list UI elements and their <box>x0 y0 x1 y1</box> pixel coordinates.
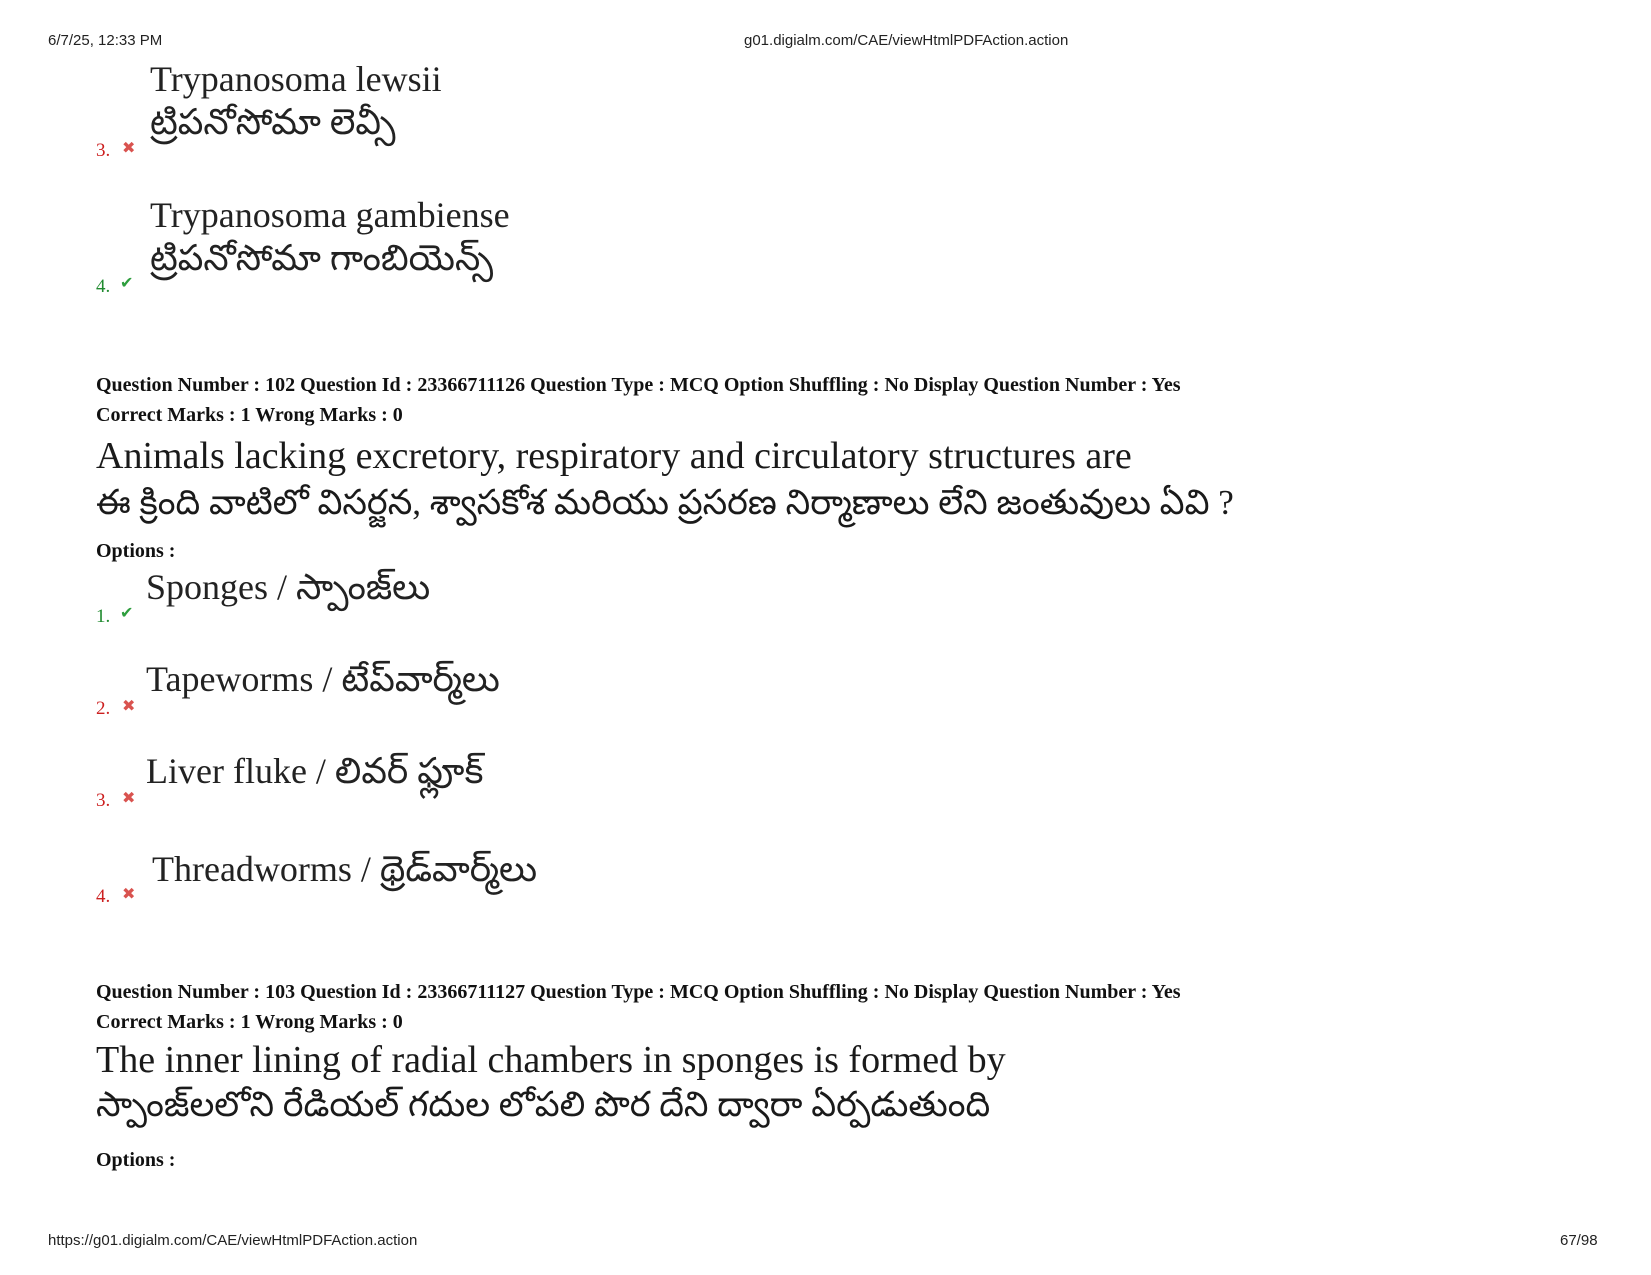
option-text-english: Trypanosoma lewsii <box>150 59 442 99</box>
option-number: 4. <box>96 886 111 907</box>
cross-icon: ✖ <box>122 696 136 715</box>
option-number: 2. <box>96 698 111 719</box>
print-url-footer: https://g01.digialm.com/CAE/viewHtmlPDFAction.action <box>48 1232 418 1249</box>
option-text: Liver fluke / లివర్ ఫ్లూక్ <box>146 751 484 791</box>
q102-text-telugu: ఈ క్రింది వాటిలో విసర్జన, శ్వాసకోశ మరియు ప్రసరణ నిర్మాణాలు లేని జంతువులు ఏవి ? <box>96 483 1234 522</box>
q102-text-english: Animals lacking excretory, respiratory and circulatory structures are <box>96 435 1132 477</box>
option-number: 1. <box>96 606 111 627</box>
option-text-telugu: ట్రిపనోసోమా గాంబియెన్స్ <box>150 238 494 279</box>
cross-icon: ✖ <box>122 884 136 903</box>
q102-meta-line1: Question Number : 102 Question Id : 23366711126 Question Type : MCQ Option Shuffling : No Display Question Number : Yes <box>96 374 1181 396</box>
cross-icon: ✖ <box>122 788 136 807</box>
page-number: 67/98 <box>1560 1232 1598 1249</box>
option-text: Tapeworms / టేప్‌వార్మ్‌లు <box>146 659 500 699</box>
option-text: Sponges / స్పాంజ్‌లు <box>146 567 431 607</box>
option-text-english: Trypanosoma gambiense <box>150 195 510 235</box>
cross-icon: ✖ <box>122 138 136 157</box>
print-datetime: 6/7/25, 12:33 PM <box>48 32 163 49</box>
q103-options-label: Options : <box>96 1149 176 1171</box>
check-icon: ✔ <box>120 603 134 622</box>
print-url-header: g01.digialm.com/CAE/viewHtmlPDFAction.action <box>744 32 1069 49</box>
option-number: 4. <box>96 276 111 297</box>
q103-text-english: The inner lining of radial chambers in sponges is formed by <box>96 1039 1006 1081</box>
q102-options-label: Options : <box>96 540 176 562</box>
q102-option-2 <box>96 658 696 728</box>
option-text <box>150 58 442 144</box>
q102-meta-line2: Correct Marks : 1 Wrong Marks : 0 <box>96 404 403 426</box>
option-text: Threadworms / థ్రెడ్‌వార్మ్‌లు <box>152 849 538 889</box>
check-icon: ✔ <box>120 273 134 292</box>
q103-text-telugu: స్పాంజ్‌లలోని రేడియల్ గదుల లోపలి పొర దేని ద్వారా ఏర్పడుతుంది <box>96 1085 991 1124</box>
prev-option-4 <box>96 194 796 304</box>
q103-meta-line2: Correct Marks : 1 Wrong Marks : 0 <box>96 1011 403 1033</box>
q103-meta-line1: Question Number : 103 Question Id : 23366711127 Question Type : MCQ Option Shuffling : No Display Question Number : Yes <box>96 981 1181 1003</box>
option-text <box>150 194 510 280</box>
q102-option-3 <box>96 750 696 820</box>
q102-option-4 <box>96 848 746 918</box>
prev-option-3 <box>96 58 796 168</box>
option-number: 3. <box>96 140 111 161</box>
option-number: 3. <box>96 790 111 811</box>
option-text-telugu: ట్రిపనోసోమా లెవ్సీ <box>150 102 396 143</box>
q102-option-1 <box>96 566 696 636</box>
